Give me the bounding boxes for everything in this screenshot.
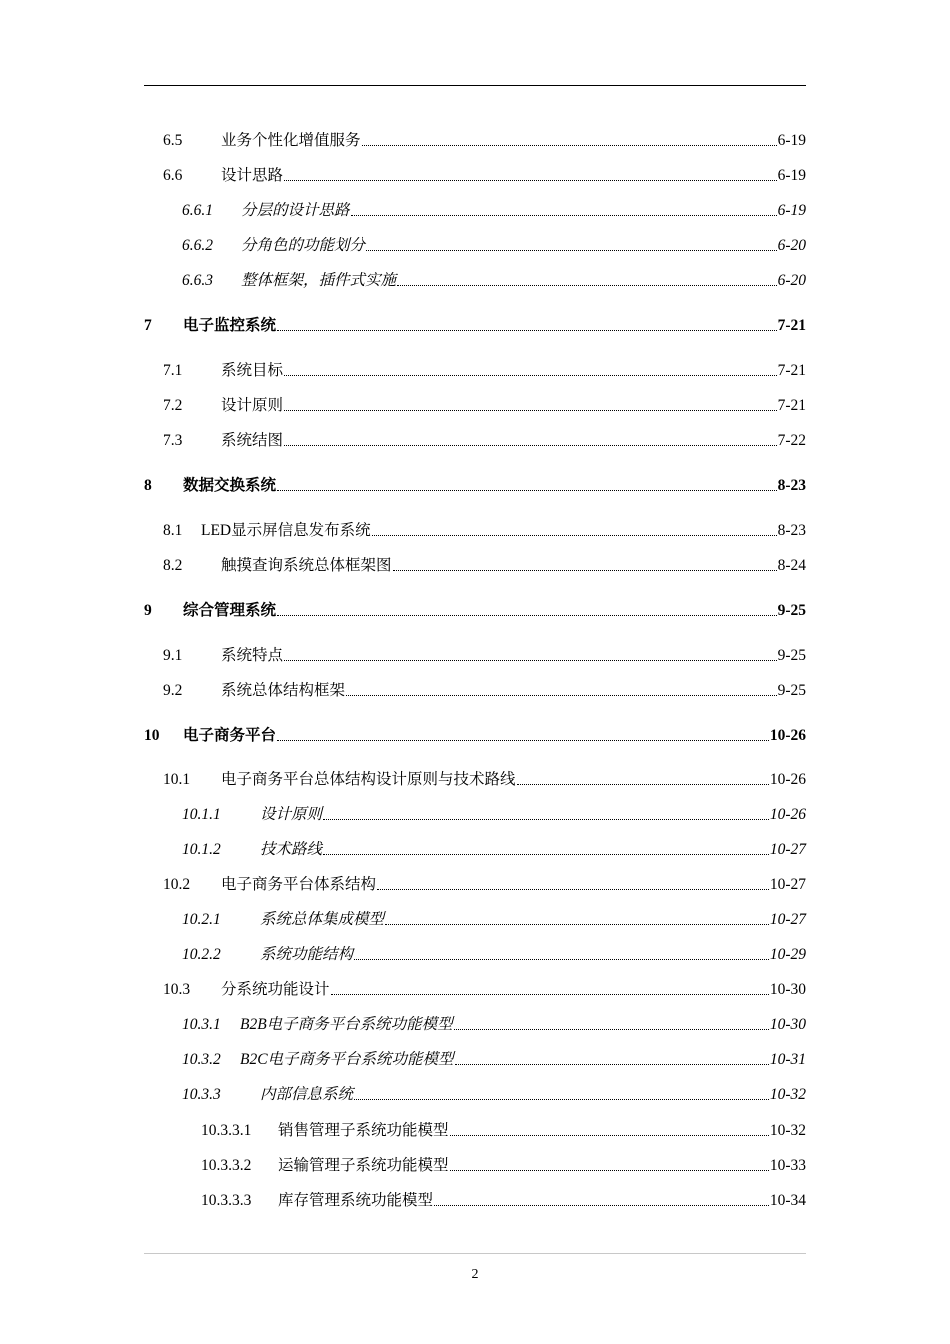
toc-entry-page: 10-27 xyxy=(769,911,806,928)
toc-entry-title: 综合管理系统 xyxy=(183,602,277,619)
toc-entry-title: 设计原则 xyxy=(221,397,284,414)
toc-entry-number: 9.1 xyxy=(163,647,183,664)
toc-entry-page: 10-27 xyxy=(769,876,806,893)
toc-entry[interactable] xyxy=(182,801,806,825)
toc-leader-dots xyxy=(397,285,777,286)
toc-entry-page: 10-33 xyxy=(769,1157,806,1174)
toc-entry-number: 10.1.1 xyxy=(182,806,221,823)
toc-entry[interactable] xyxy=(182,941,806,965)
toc-leader-dots xyxy=(277,330,777,331)
toc-leader-dots xyxy=(284,180,777,181)
toc-entry-page: 8-23 xyxy=(777,477,806,494)
toc-entry-page: 9-25 xyxy=(777,682,806,699)
toc-leader-dots xyxy=(354,959,769,960)
toc-entry-page: 6-19 xyxy=(777,202,806,219)
page-number: 2 xyxy=(471,1267,479,1282)
toc-leader-dots xyxy=(450,1170,769,1171)
toc-entry-title: LED显示屏信息发布系统 xyxy=(201,522,371,539)
toc-entry-number: 10.3.3 xyxy=(182,1086,221,1103)
toc-entry-number: 9 xyxy=(144,602,152,619)
toc-leader-dots xyxy=(277,615,777,616)
toc-entry-page: 10-34 xyxy=(769,1192,806,1209)
toc-entry-title: B2C电子商务平台系统功能模型 xyxy=(240,1051,454,1068)
toc-entry[interactable] xyxy=(144,722,806,746)
toc-entry[interactable] xyxy=(163,517,806,541)
toc-entry-title: 运输管理子系统功能模型 xyxy=(278,1157,449,1174)
toc-leader-dots xyxy=(354,1099,769,1100)
toc-entry-title: B2B电子商务平台系统功能模型 xyxy=(240,1016,453,1033)
toc-entry-title: 系统功能结构 xyxy=(260,946,354,963)
toc-entry-number: 10.3.2 xyxy=(182,1051,221,1068)
toc-entry-title: 电子商务平台总体结构设计原则与技术路线 xyxy=(221,771,516,788)
toc-entry-page: 6-20 xyxy=(777,272,806,289)
toc-entry[interactable] xyxy=(182,906,806,930)
toc-leader-dots xyxy=(346,695,777,696)
toc-leader-dots xyxy=(323,819,769,820)
toc-entry-page: 10-26 xyxy=(769,771,806,788)
toc-entry-page: 6-20 xyxy=(777,237,806,254)
toc-entry-title: 销售管理子系统功能模型 xyxy=(278,1122,449,1139)
footer-rule xyxy=(144,1253,806,1254)
toc-leader-dots xyxy=(393,570,777,571)
toc-entry-title: 业务个性化增值服务 xyxy=(221,132,361,149)
toc-entry-page: 8-23 xyxy=(777,522,806,539)
toc-entry-title: 库存管理系统功能模型 xyxy=(278,1192,434,1209)
toc-entry-title: 系统目标 xyxy=(221,362,284,379)
toc-entry-title: 系统特点 xyxy=(221,647,284,664)
toc-leader-dots xyxy=(517,784,769,785)
toc-entry-number: 10.3.3.2 xyxy=(201,1157,252,1174)
toc-entry[interactable] xyxy=(163,677,806,701)
toc-entry-number: 6.6.2 xyxy=(182,237,213,254)
toc-entry[interactable] xyxy=(163,642,806,666)
toc-entry-page: 10-26 xyxy=(769,806,806,823)
toc-entry[interactable] xyxy=(182,232,806,256)
toc-entry[interactable] xyxy=(182,836,806,860)
toc-entry[interactable] xyxy=(201,1152,806,1176)
toc-entry[interactable] xyxy=(182,1011,806,1035)
toc-entry-page: 7-21 xyxy=(777,397,806,414)
toc-entry-number: 10.3.3.1 xyxy=(201,1122,252,1139)
toc-leader-dots xyxy=(284,660,777,661)
toc-entry[interactable] xyxy=(182,1046,806,1070)
toc-entry-title: 系统结图 xyxy=(221,432,284,449)
toc-leader-dots xyxy=(454,1029,769,1030)
toc-leader-dots xyxy=(455,1064,769,1065)
toc-leader-dots xyxy=(372,535,777,536)
toc-entry-page: 7-21 xyxy=(777,317,806,334)
toc-entry[interactable] xyxy=(163,427,806,451)
toc-entry-page: 9-25 xyxy=(777,602,806,619)
toc-leader-dots xyxy=(434,1205,769,1206)
toc-entry-number: 7.1 xyxy=(163,362,183,379)
toc-leader-dots xyxy=(377,889,769,890)
toc-entry-title: 电子商务平台 xyxy=(183,727,277,744)
toc-entry[interactable] xyxy=(182,197,806,221)
toc-entry-title: 分系统功能设计 xyxy=(221,981,330,998)
toc-leader-dots xyxy=(385,924,769,925)
toc-leader-dots xyxy=(450,1135,769,1136)
toc-entry-title: 系统总体集成模型 xyxy=(260,911,385,928)
toc-entry[interactable] xyxy=(144,472,806,496)
toc-entry-title: 触摸查询系统总体框架图 xyxy=(221,557,392,574)
toc-leader-dots xyxy=(362,145,777,146)
toc-entry-number: 8.2 xyxy=(163,557,183,574)
toc-entry[interactable] xyxy=(201,1117,806,1141)
toc-entry[interactable] xyxy=(163,871,806,895)
toc-entry-page: 10-26 xyxy=(769,727,806,744)
toc-entry-number: 7.3 xyxy=(163,432,183,449)
toc-entry-page: 6-19 xyxy=(777,167,806,184)
toc-entry[interactable] xyxy=(144,597,806,621)
toc-entry[interactable] xyxy=(163,127,806,151)
toc-entry-title: 系统总体结构框架 xyxy=(221,682,346,699)
toc-entry-title: 数据交换系统 xyxy=(183,477,277,494)
toc-leader-dots xyxy=(284,445,777,446)
toc-entry-title: 整体框架，插件式实施 xyxy=(241,272,397,289)
toc-entry-number: 10.1.2 xyxy=(182,841,221,858)
toc-entry-number: 10.3 xyxy=(163,981,191,998)
toc-leader-dots xyxy=(277,490,777,491)
toc-leader-dots xyxy=(277,740,769,741)
toc-entry-page: 7-22 xyxy=(777,432,806,449)
toc-entry-number: 6.6.1 xyxy=(182,202,213,219)
toc-entry-title: 技术路线 xyxy=(260,841,323,858)
toc-entry-number: 10.2 xyxy=(163,876,191,893)
toc-entry-title: 设计原则 xyxy=(260,806,323,823)
toc-entry-page: 10-31 xyxy=(769,1051,806,1068)
toc-entry[interactable] xyxy=(163,162,806,186)
toc-entry[interactable] xyxy=(201,1187,806,1211)
toc-entry-number: 6.5 xyxy=(163,132,183,149)
toc-entry-number: 10.1 xyxy=(163,771,191,788)
toc-leader-dots xyxy=(351,215,777,216)
toc-leader-dots xyxy=(331,994,769,995)
toc-entry-number: 8 xyxy=(144,477,152,494)
toc-entry-number: 7.2 xyxy=(163,397,183,414)
toc-leader-dots xyxy=(284,375,777,376)
toc-entry[interactable] xyxy=(163,766,806,790)
toc-entry-page: 9-25 xyxy=(777,647,806,664)
toc-entry-number: 7 xyxy=(144,317,152,334)
toc-entry-number: 6.6.3 xyxy=(182,272,213,289)
toc-entry-number: 10.3.3.3 xyxy=(201,1192,252,1209)
toc-entry-page: 10-30 xyxy=(769,1016,806,1033)
toc-leader-dots xyxy=(284,410,777,411)
toc-entry-title: 分角色的功能划分 xyxy=(241,237,366,254)
toc-entry-title: 电子监控系统 xyxy=(183,317,277,334)
toc-entry-page: 10-29 xyxy=(769,946,806,963)
toc-entry-page: 7-21 xyxy=(777,362,806,379)
toc-entry-page: 10-32 xyxy=(769,1086,806,1103)
toc-entry[interactable] xyxy=(144,312,806,336)
toc-entry[interactable] xyxy=(163,976,806,1000)
toc-entry-number: 10 xyxy=(144,727,160,744)
toc-entry-title: 电子商务平台体系结构 xyxy=(221,876,377,893)
toc-entry-number: 10.2.2 xyxy=(182,946,221,963)
toc-entry[interactable] xyxy=(182,1081,806,1105)
toc-entry-page: 10-27 xyxy=(769,841,806,858)
toc-leader-dots xyxy=(323,854,769,855)
toc-entry[interactable] xyxy=(182,267,806,291)
toc-entry[interactable] xyxy=(163,552,806,576)
toc-entry-number: 8.1 xyxy=(163,522,183,539)
toc-entry-number: 10.2.1 xyxy=(182,911,221,928)
toc-entry-title: 设计思路 xyxy=(221,167,284,184)
toc-entry-number: 9.2 xyxy=(163,682,183,699)
toc-entry-page: 10-32 xyxy=(769,1122,806,1139)
toc-entry-page: 6-19 xyxy=(777,132,806,149)
toc-entry-title: 分层的设计思路 xyxy=(241,202,350,219)
toc-entry[interactable] xyxy=(163,392,806,416)
toc-entry-number: 10.3.1 xyxy=(182,1016,221,1033)
toc-entry-title: 内部信息系统 xyxy=(260,1086,354,1103)
toc-entry[interactable] xyxy=(163,357,806,381)
toc-entry-page: 10-30 xyxy=(769,981,806,998)
toc-entry-page: 8-24 xyxy=(777,557,806,574)
toc-entry-number: 6.6 xyxy=(163,167,183,184)
toc-leader-dots xyxy=(366,250,777,251)
